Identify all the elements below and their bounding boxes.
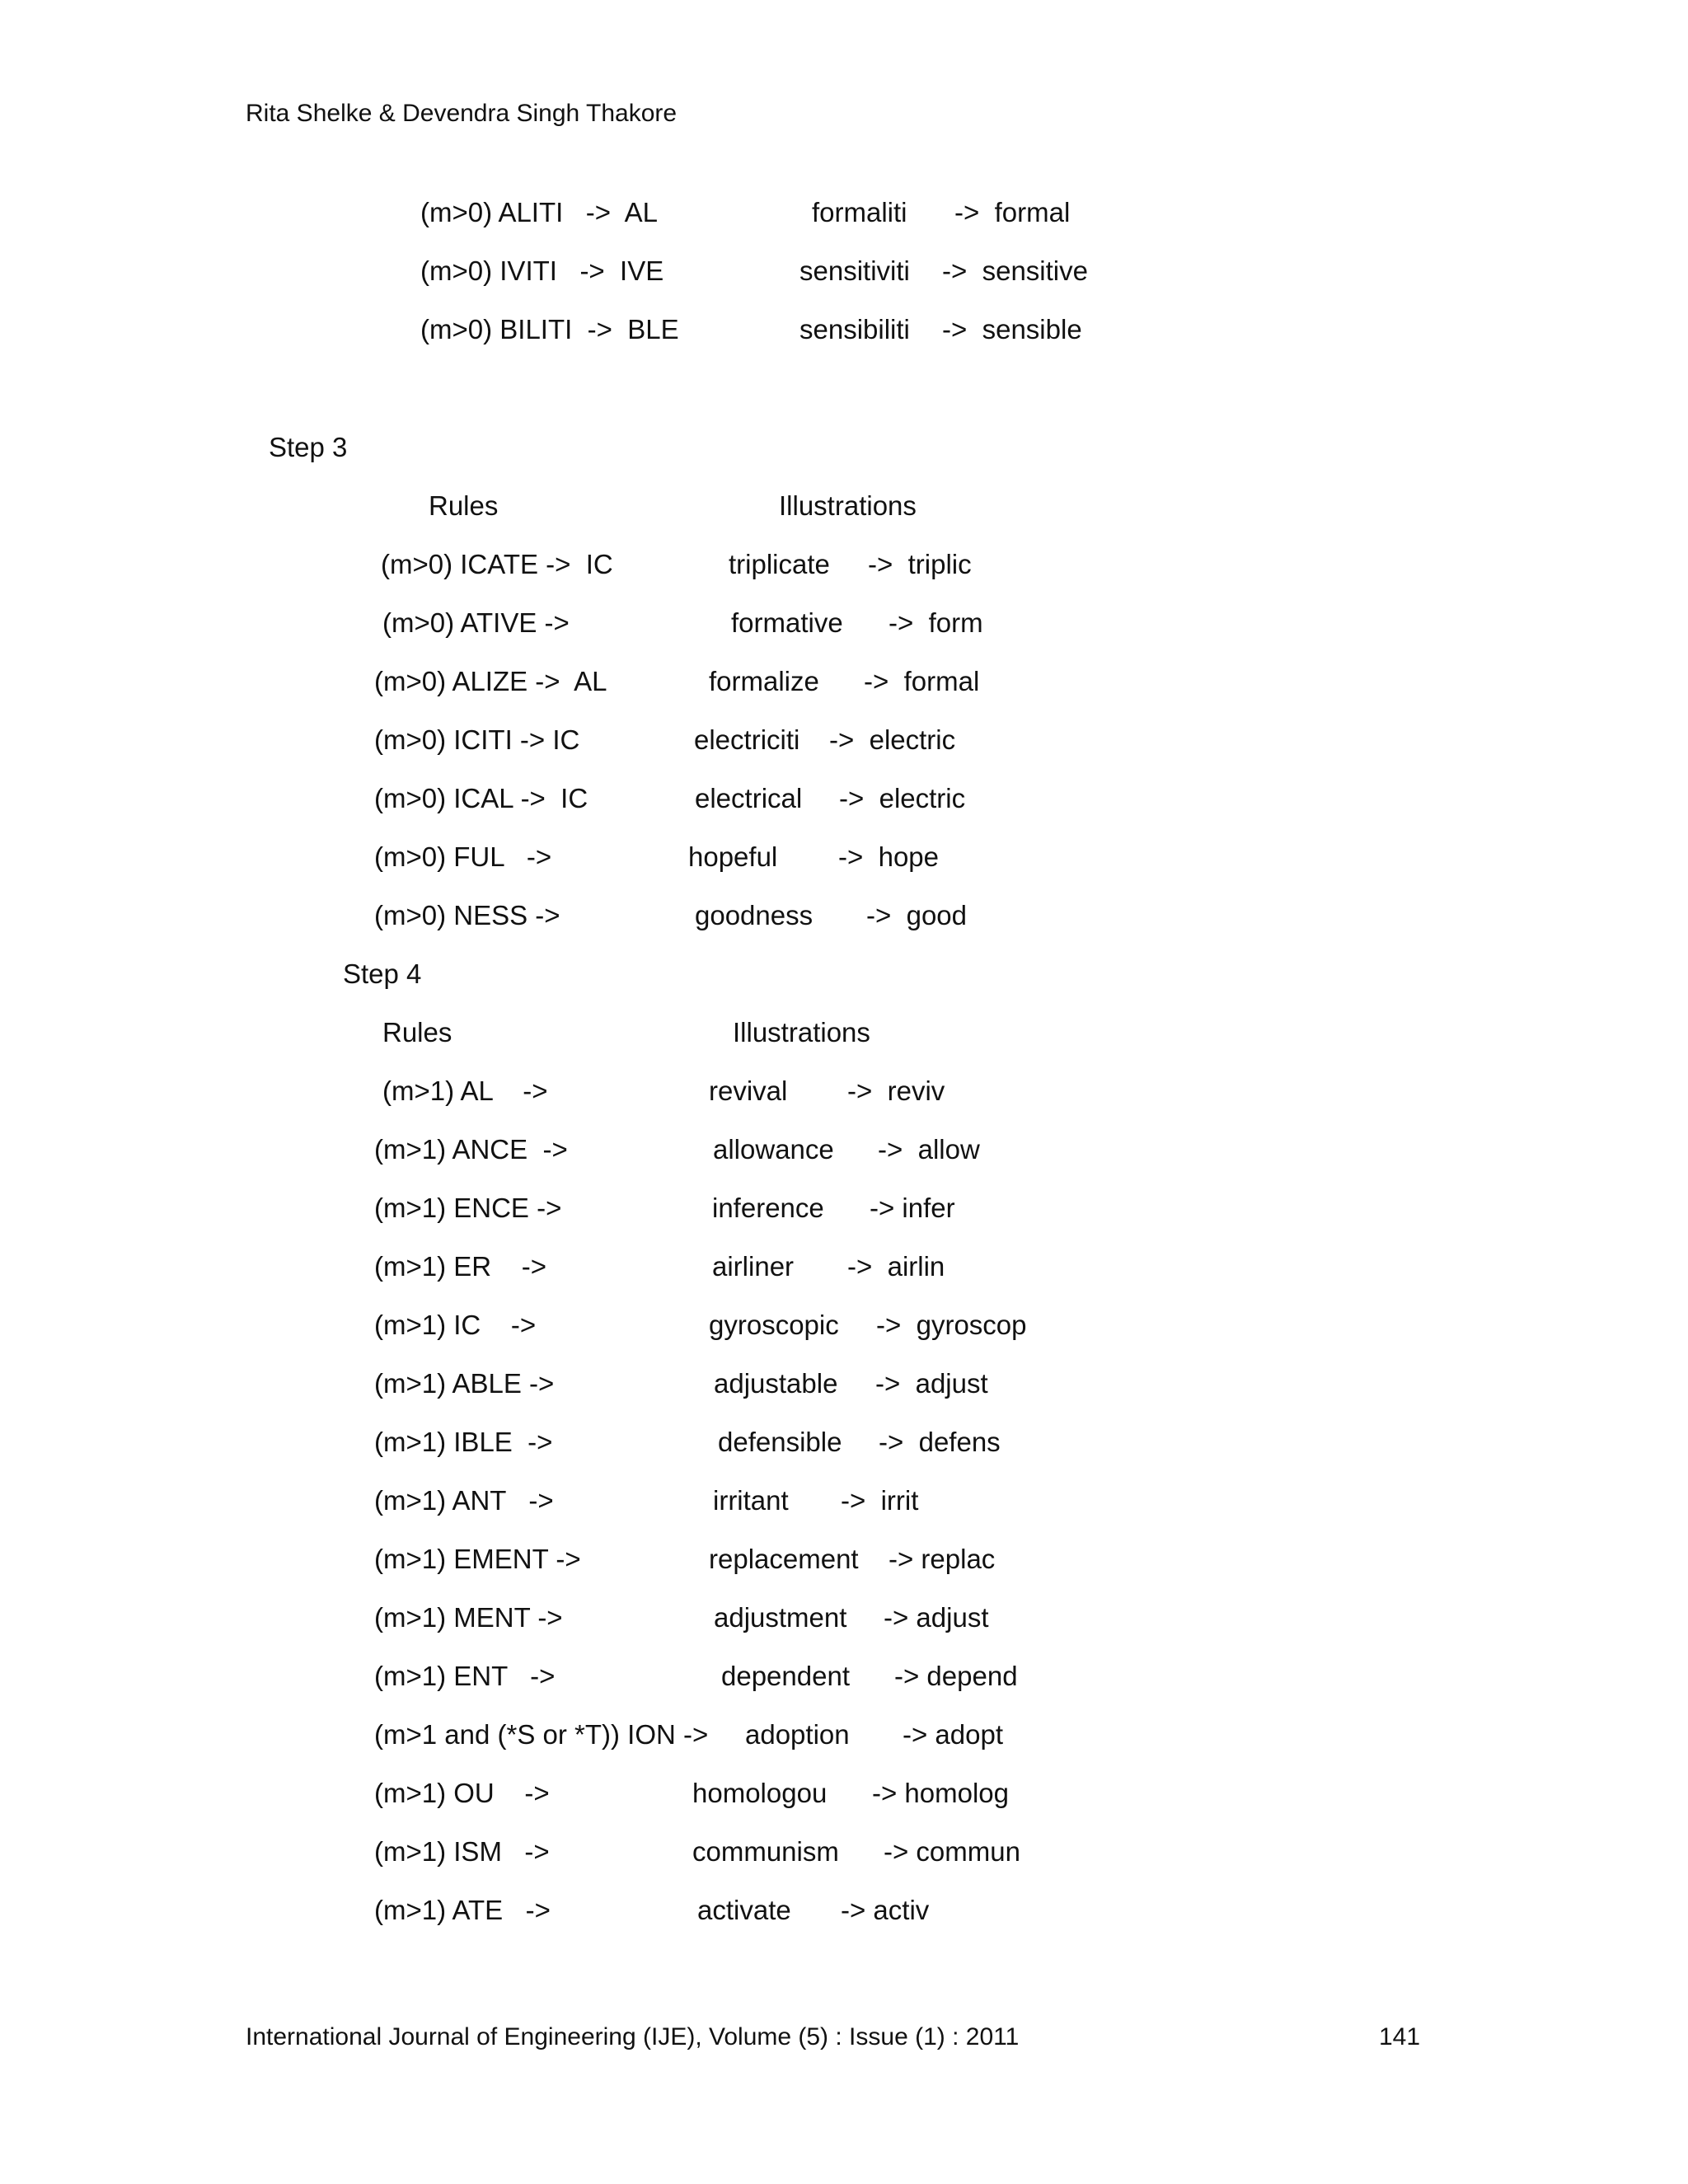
illustration-word: formaliti xyxy=(812,197,907,227)
illustration-word: sensibiliti xyxy=(799,314,910,344)
page-number: 141 xyxy=(1379,2023,1421,2050)
illustration-word: hopeful xyxy=(688,841,778,872)
rule-text: (m>0) ICAL -> IC xyxy=(374,783,588,813)
rule-text: (m>0) ALITI -> AL xyxy=(420,197,658,227)
illustration-result: -> replac xyxy=(889,1544,996,1574)
illustration-result: -> formal xyxy=(864,666,980,696)
rule-text: (m>0) BILITI -> BLE xyxy=(420,314,679,344)
illustration-result: -> airlin xyxy=(847,1251,945,1282)
illustration-result: -> irrit xyxy=(841,1485,919,1516)
illustration-result: -> gyroscop xyxy=(876,1310,1027,1340)
illustration-result: -> allow xyxy=(878,1134,980,1165)
rule-text: (m>1) ISM -> xyxy=(374,1836,550,1867)
rule-text: (m>1 and (*S or *T)) ION -> xyxy=(374,1719,709,1750)
illustration-word: defensible xyxy=(718,1427,842,1457)
illustration-result: -> adjust xyxy=(884,1602,989,1633)
illustration-word: goodness xyxy=(695,900,814,930)
illustration-result: -> triplic xyxy=(868,549,972,579)
illustration-word: triplicate xyxy=(729,549,830,579)
illustration-word: irritant xyxy=(713,1485,789,1516)
illustration-result: -> hope xyxy=(838,841,940,872)
rule-text: (m>0) FUL -> xyxy=(374,841,552,872)
illustration-word: inference xyxy=(712,1193,824,1223)
rule-text: (m>0) ATIVE -> xyxy=(382,607,570,638)
illustration-result: -> sensible xyxy=(942,314,1082,344)
illustration-word: electriciti xyxy=(694,724,800,755)
illustration-result: -> adopt xyxy=(903,1719,1004,1750)
illustration-word: homologou xyxy=(692,1778,828,1808)
step4-rules-header: Rules xyxy=(382,1017,452,1047)
illustration-word: activate xyxy=(697,1895,791,1925)
rule-text: (m>1) ENT -> xyxy=(374,1661,556,1691)
step3-rules-header: Rules xyxy=(429,490,499,521)
rule-text: (m>1) ENCE -> xyxy=(374,1193,562,1223)
illustration-result: -> activ xyxy=(841,1895,930,1925)
illustration-result: -> good xyxy=(866,900,968,930)
illustration-result: -> homolog xyxy=(872,1778,1010,1808)
rule-text: (m>0) IVITI -> IVE xyxy=(420,255,664,286)
step4-illustrations-header: Illustrations xyxy=(733,1017,870,1047)
rule-text: (m>0) NESS -> xyxy=(374,900,560,930)
step4-title: Step 4 xyxy=(343,958,422,989)
rule-text: (m>1) ABLE -> xyxy=(374,1368,555,1399)
rule-text: (m>1) AL -> xyxy=(382,1076,548,1106)
illustration-word: formative xyxy=(731,607,843,638)
illustration-word: revival xyxy=(709,1076,788,1106)
rule-text: (m>1) ANCE -> xyxy=(374,1134,568,1165)
rule-text: (m>0) ICATE -> IC xyxy=(381,549,613,579)
running-header-authors: Rita Shelke & Devendra Singh Thakore xyxy=(246,100,678,127)
illustration-result: -> commun xyxy=(884,1836,1020,1867)
rule-text: (m>1) MENT -> xyxy=(374,1602,563,1633)
rule-text: (m>1) ANT -> xyxy=(374,1485,554,1516)
rule-text: (m>1) OU -> xyxy=(374,1778,550,1808)
rule-text: (m>0) ALIZE -> AL xyxy=(374,666,607,696)
rule-text: (m>1) IBLE -> xyxy=(374,1427,553,1457)
rule-text: (m>1) ER -> xyxy=(374,1251,547,1282)
illustration-word: communism xyxy=(692,1836,839,1867)
footer-journal: International Journal of Engineering (IJE), Volume (5) : Issue (1) : 2011 xyxy=(246,2023,1020,2050)
illustration-word: gyroscopic xyxy=(709,1310,839,1340)
rule-text: (m>1) ATE -> xyxy=(374,1895,551,1925)
illustration-result: -> electric xyxy=(829,724,956,755)
illustration-result: -> depend xyxy=(894,1661,1018,1691)
rule-text: (m>1) EMENT -> xyxy=(374,1544,581,1574)
rule-text: (m>0) ICITI -> IC xyxy=(374,724,580,755)
rule-text: (m>1) IC -> xyxy=(374,1310,537,1340)
illustration-result: -> adjust xyxy=(875,1368,988,1399)
illustration-word: allowance xyxy=(713,1134,834,1165)
illustration-result: -> form xyxy=(889,607,983,638)
illustration-result: -> reviv xyxy=(847,1076,945,1106)
illustration-result: -> sensitive xyxy=(942,255,1088,286)
step3-title: Step 3 xyxy=(269,432,348,462)
illustration-word: sensitiviti xyxy=(799,255,910,286)
illustration-result: -> electric xyxy=(839,783,966,813)
illustration-word: formalize xyxy=(709,666,819,696)
step3-illustrations-header: Illustrations xyxy=(779,490,917,521)
illustration-word: airliner xyxy=(712,1251,795,1282)
illustration-word: replacement xyxy=(709,1544,859,1574)
illustration-result: -> defens xyxy=(879,1427,1001,1457)
illustration-word: dependent xyxy=(721,1661,850,1691)
illustration-result: -> infer xyxy=(870,1193,955,1223)
illustration-word: adjustable xyxy=(714,1368,838,1399)
illustration-result: -> formal xyxy=(954,197,1071,227)
illustration-word: adoption xyxy=(745,1719,850,1750)
illustration-word: electrical xyxy=(695,783,803,813)
illustration-word: adjustment xyxy=(714,1602,847,1633)
